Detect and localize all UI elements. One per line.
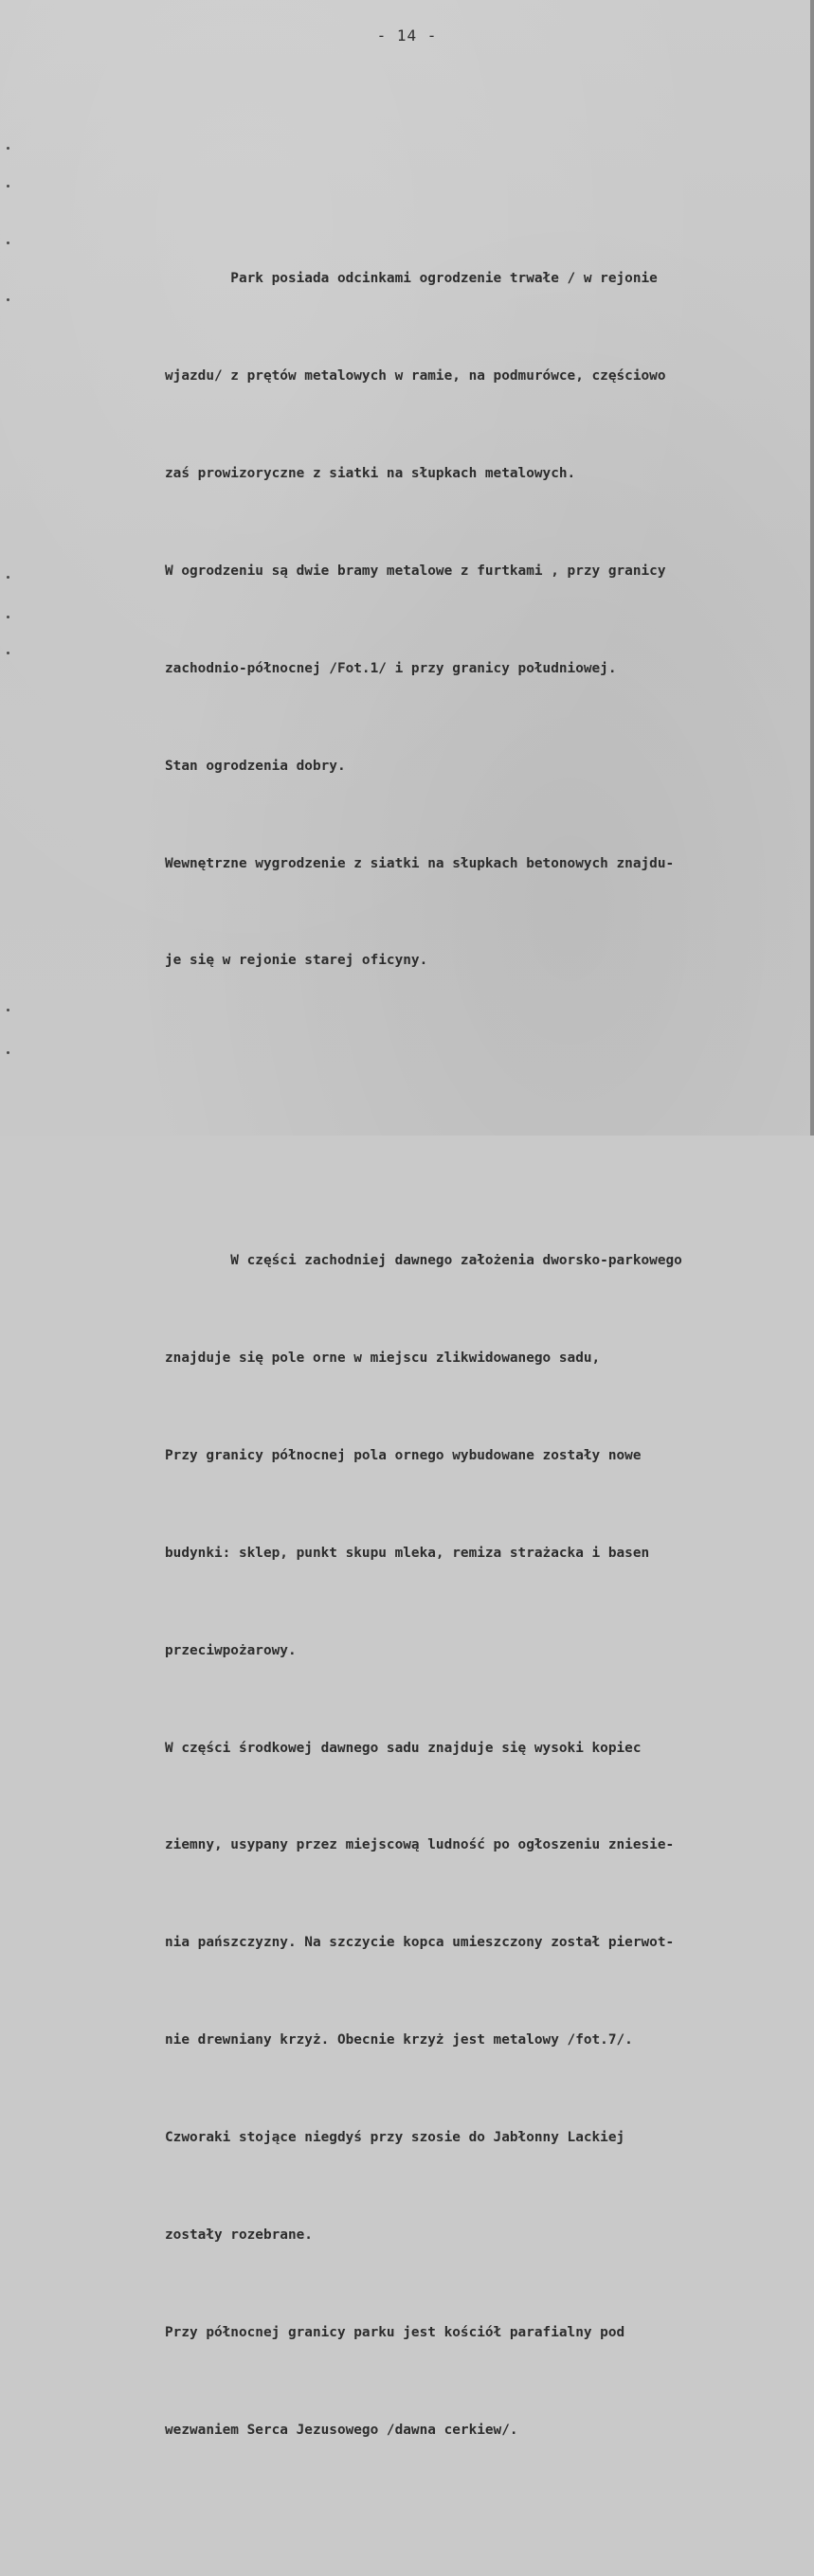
paragraph [165,198,800,1043]
text-line: Przy północnej granicy parku jest kościół parafialny pod [165,2324,625,2340]
text-line: zachodnio-północnej /Fot.1/ i przy granicy południowej. [165,660,617,676]
text-line: Czworaki stojące niegdyś przy szosie do Jabłonny Lackiej [165,2130,625,2146]
margin-speck [7,298,9,301]
margin-speck [7,1051,9,1054]
text-line: Park posiada odcinkami ogrodzenie trwałe / w rejonie [165,271,658,287]
text-line: zaś prowizoryczne z siatki na słupkach metalowych. [165,465,576,481]
text-line: W części środkowej dawnego sadu znajduje się wysoki kopiec [165,1740,642,1756]
page-edge [810,0,814,1136]
text-line: Przy granicy północnej pola ornego wybudowane zostały nowe [165,1447,642,1463]
text-line: W ogrodzeniu są dwie bramy metalowe z furtkami , przy granicy [165,563,666,579]
margin-speck [7,147,9,150]
margin-speck [7,1009,9,1011]
text-line: ziemny, usypany przez miejscową ludność po ogłoszeniu zniesie- [165,1837,675,1853]
margin-speck [7,652,9,654]
text-line: nia pańszczyzny. Na szczycie kopca umieszczony został pierwot- [165,1935,675,1951]
paragraph [165,1180,800,2512]
text-line: Stan ogrodzenia dobry. [165,758,346,774]
text-line: Wewnętrzne wygrodzenie z siatki na słupkach betonowych znajdu- [165,855,675,871]
paragraph-gap [165,1107,800,1115]
margin-speck [7,185,9,188]
text-line: je się w rejonie starej oficyny. [165,953,428,969]
margin-speck [7,242,9,244]
text-line: nie drewniany krzyż. Obecnie krzyż jest metalowy /fot.7/. [165,2032,633,2048]
text-line: znajduje się pole orne w miejscu zlikwidowanego sadu, [165,1350,601,1366]
text-line: wezwaniem Serca Jezusowego /dawna cerkiew/. [165,2422,518,2438]
margin-speck [7,616,9,618]
text-line: zostały rozebrane. [165,2227,313,2243]
text-line: budynki: sklep, punkt skupu mleka, remiza strażacka i basen [165,1545,650,1561]
page-number: - 14 - [376,27,438,45]
margin-speck [7,576,9,579]
text-line: W części zachodniej dawnego założenia dworsko-parkowego [165,1253,682,1269]
body-text [165,133,800,2576]
text-line: przeciwpożarowy. [165,1642,297,1658]
text-line: wjazdu/ z prętów metalowych w ramie, na podmurówce, częściowo [165,368,666,385]
